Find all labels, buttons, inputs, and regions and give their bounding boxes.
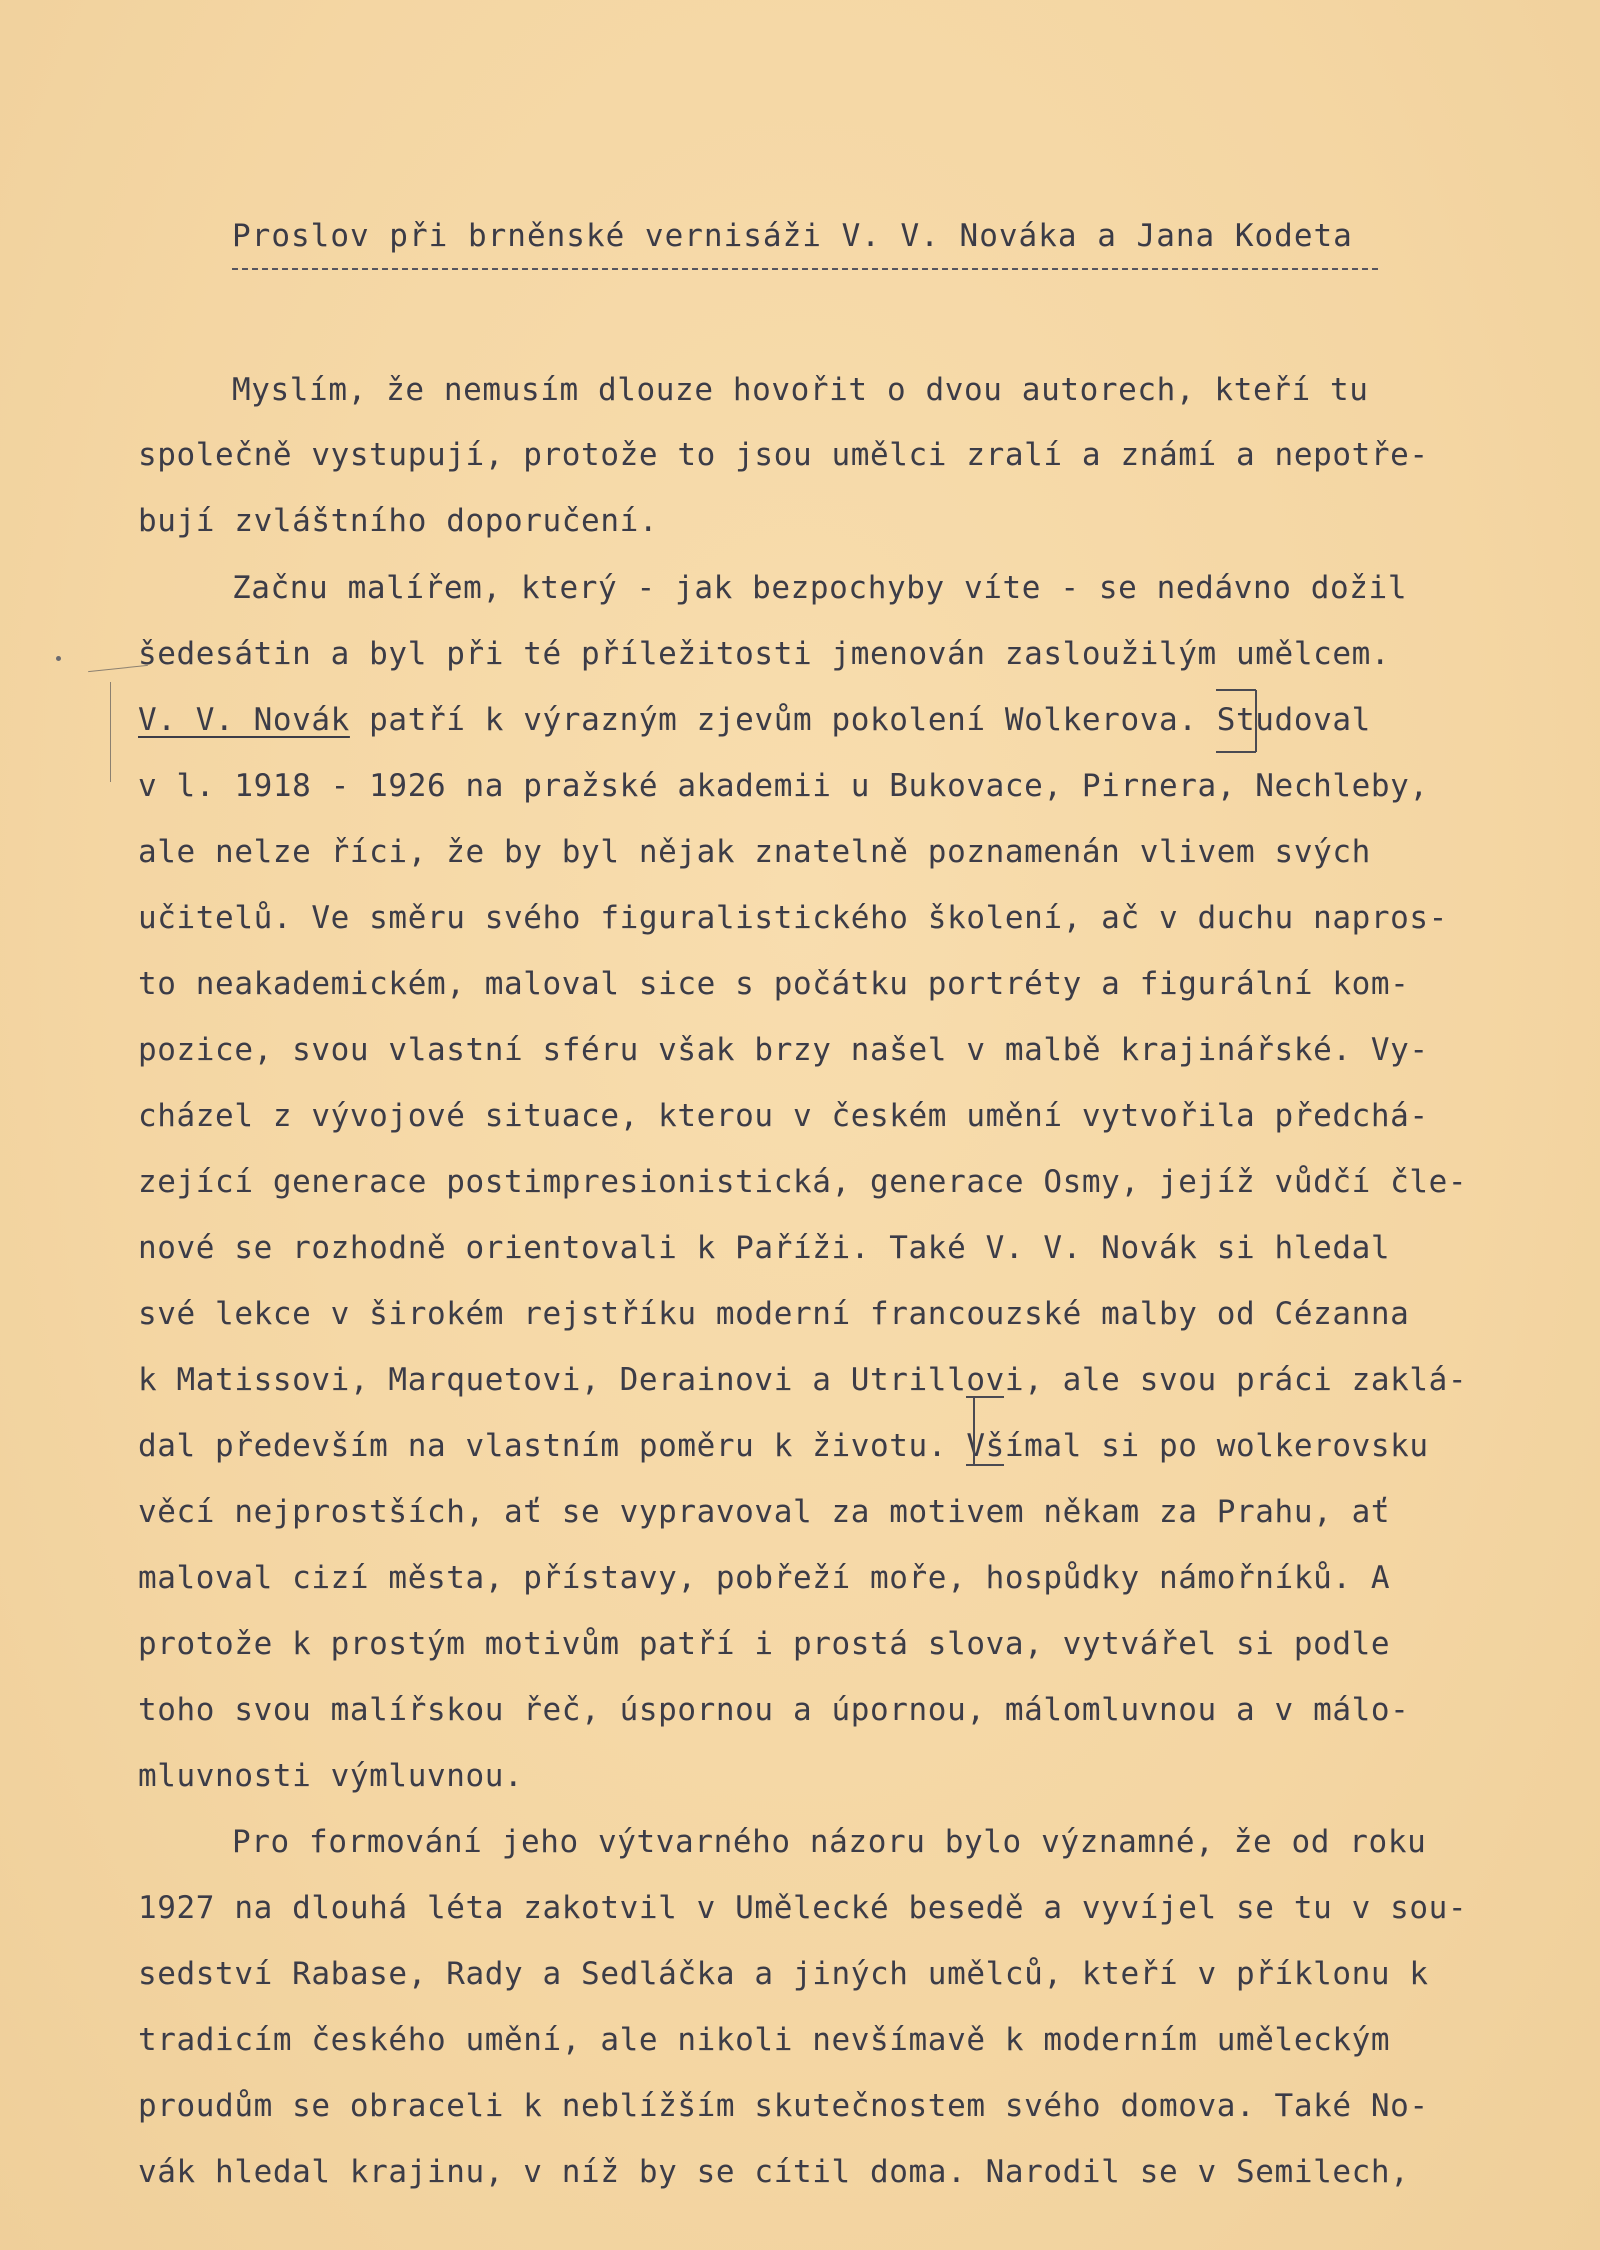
text-line: pozice, svou vlastní sféru však brzy našel v malbě krajinářské. Vy- <box>138 1032 1429 1068</box>
text-line: učitelů. Ve směru svého figuralistického školení, ač v duchu napros- <box>138 900 1448 936</box>
text-line: zející generace postimpresionistická, generace Osmy, jejíž vůdčí čle- <box>138 1164 1468 1200</box>
text-line-rest: patří k výrazným zjevům pokolení Wolkerova. Studoval <box>369 702 1371 738</box>
text-line-with-name <box>138 702 1371 738</box>
text-line: Pro formování jeho výtvarného názoru bylo významné, že od roku <box>232 1824 1427 1860</box>
text-line: své lekce v širokém rejstříku moderní francouzské malby od Cézanna <box>138 1296 1410 1332</box>
underlined-name: V. V. Novák <box>138 702 350 738</box>
text-line: mluvnosti výmluvnou. <box>138 1758 524 1794</box>
text-line: bují zvláštního doporučení. <box>138 503 659 539</box>
text-line: sedství Rabase, Rady a Sedláčka a jiných umělců, kteří v příklonu k <box>138 1956 1429 1992</box>
text-line: věcí nejprostších, ať se vypravoval za motivem někam za Prahu, ať <box>138 1494 1391 1530</box>
text-line: ale nelze říci, že by byl nějak znatelně poznamenán vlivem svých <box>138 834 1371 870</box>
insertion-mark-icon <box>964 1395 1010 1471</box>
margin-pencil-line <box>110 682 111 782</box>
title-underline <box>232 268 1378 270</box>
text-line: Myslím, že nemusím dlouze hovořit o dvou autorech, kteří tu <box>232 372 1369 408</box>
text-line: společně vystupují, protože to jsou umělci zralí a známí a nepotře- <box>138 437 1429 473</box>
document-title: Proslov při brněnské vernisáži V. V. Nováka a Jana Kodeta <box>232 218 1353 254</box>
text-line: maloval cizí města, přístavy, pobřeží moře, hospůdky námořníků. A <box>138 1560 1391 1596</box>
text-line: šedesátin a byl při té příležitosti jmenován zasloužilým umělcem. <box>138 636 1391 672</box>
bracket-mark-icon <box>1206 686 1266 756</box>
text-line: tradicím českého umění, ale nikoli nevšímavě k moderním uměleckým <box>138 2022 1391 2058</box>
text-line: dal především na vlastním poměru k životu. Všímal si po wolkerovsku <box>138 1428 1429 1464</box>
margin-dot <box>56 656 61 661</box>
text-line: k Matissovi, Marquetovi, Derainovi a Utrillovi, ale svou práci zaklá- <box>138 1362 1468 1398</box>
text-line: toho svou malířskou řeč, úspornou a úpornou, málomluvnou a v málo- <box>138 1692 1410 1728</box>
text-line: vák hledal krajinu, v níž by se cítil doma. Narodil se v Semilech, <box>138 2154 1410 2190</box>
text-line: 1927 na dlouhá léta zakotvil v Umělecké besedě a vyvíjel se tu v sou- <box>138 1890 1468 1926</box>
text-line: protože k prostým motivům patří i prostá slova, vytvářel si podle <box>138 1626 1391 1662</box>
text-line: Začnu malířem, který - jak bezpochyby víte - se nedávno dožil <box>232 570 1408 606</box>
text-line: proudům se obraceli k neblížším skutečnostem svého domova. Také No- <box>138 2088 1429 2124</box>
text-line: to neakademickém, maloval sice s počátku portréty a figurální kom- <box>138 966 1410 1002</box>
text-line: v l. 1918 - 1926 na pražské akademii u Bukovace, Pirnera, Nechleby, <box>138 768 1429 804</box>
text-line: cházel z vývojové situace, kterou v českém umění vytvořila předchá- <box>138 1098 1429 1134</box>
text-line: nové se rozhodně orientovali k Paříži. Také V. V. Novák si hledal <box>138 1230 1391 1266</box>
